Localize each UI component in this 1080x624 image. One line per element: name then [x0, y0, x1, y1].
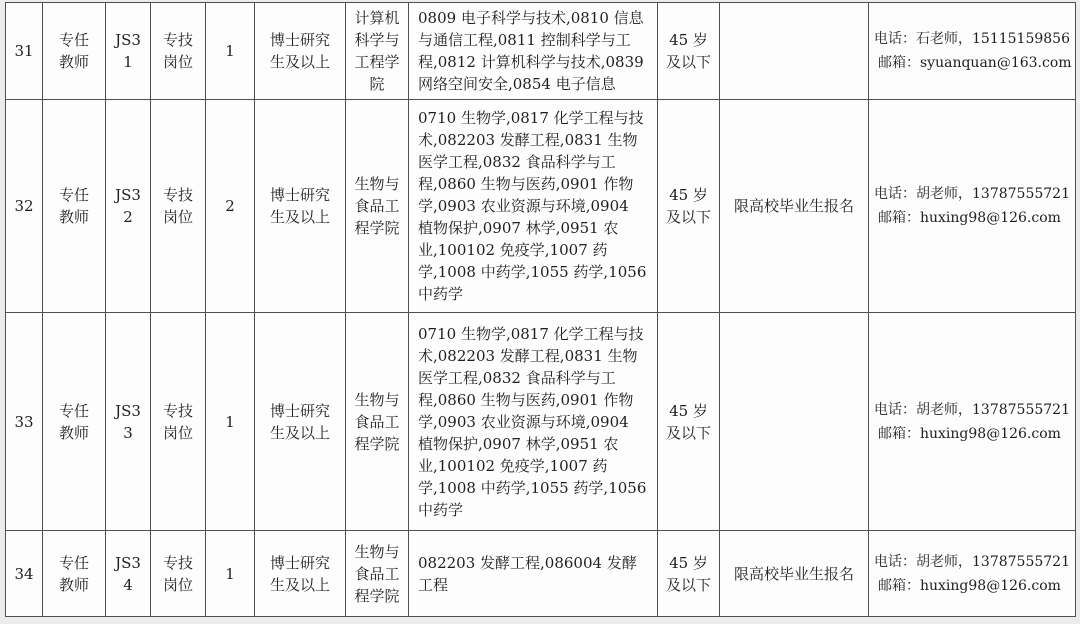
cell-college: 计算机科学与工程学院 — [346, 3, 409, 100]
contact-phone-line: 电话：胡老师，13787555721 — [874, 401, 1070, 418]
cell-headcount: 1 — [206, 531, 255, 617]
contact-email-line: 邮箱：huxing98@126.com — [878, 425, 1061, 442]
cell-education-requirement: 博士研究生及以上 — [255, 100, 346, 313]
table-row — [6, 100, 1076, 313]
table-row — [6, 531, 1076, 617]
cell-age-limit: 45 岁及以下 — [658, 313, 720, 531]
cell-note — [720, 3, 869, 100]
table-row — [6, 313, 1076, 531]
cell-contact — [869, 313, 1076, 531]
cell-majors: 0809 电子科学与技术,0810 信息与通信工程,0811 控制科学与工程,0812 计算机科学与技术,0839 网络空间安全,0854 电子信息 — [409, 3, 658, 100]
cell-position-title: 专任教师 — [43, 3, 106, 100]
cell-education-requirement: 博士研究生及以上 — [255, 313, 346, 531]
cell-row-number: 31 — [6, 3, 43, 100]
recruitment-table — [5, 2, 1076, 617]
cell-post-code: JS33 — [106, 313, 151, 531]
cell-majors: 0710 生物学,0817 化学工程与技术,082203 发酵工程,0831 生物医学工程,0832 食品科学与工程,0860 生物与医药,0901 作物学,0903 农业资源与环境,0904 植物保护,0907 林学,0951 农业,100102 免疫学,1007 药学,1008 中药学,1055 药学,1056 中药学 — [409, 100, 658, 313]
cell-education-requirement: 博士研究生及以上 — [255, 3, 346, 100]
contact-phone-line: 电话：胡老师，13787555721 — [874, 553, 1070, 570]
cell-age-limit: 45 岁及以下 — [658, 3, 720, 100]
table-row — [6, 3, 1076, 100]
cell-majors: 0710 生物学,0817 化学工程与技术,082203 发酵工程,0831 生物医学工程,0832 食品科学与工程,0860 生物与医药,0901 作物学,0903 农业资源与环境,0904 植物保护,0907 林学,0951 农业,100102 免疫学,1007 药学,1008 中药学,1055 药学,1056 中药学 — [409, 313, 658, 531]
cell-post-code: JS34 — [106, 531, 151, 617]
cell-headcount: 1 — [206, 3, 255, 100]
cell-post-category: 专技岗位 — [151, 531, 206, 617]
cell-college: 生物与食品工程学院 — [346, 531, 409, 617]
recruitment-table-page — [5, 2, 1076, 617]
cell-note: 限高校毕业生报名 — [720, 531, 869, 617]
cell-headcount: 1 — [206, 313, 255, 531]
cell-contact — [869, 531, 1076, 617]
cell-age-limit: 45 岁及以下 — [658, 100, 720, 313]
cell-position-title: 专任教师 — [43, 313, 106, 531]
cell-note — [720, 313, 869, 531]
cell-position-title: 专任教师 — [43, 531, 106, 617]
cell-college: 生物与食品工程学院 — [346, 100, 409, 313]
contact-phone-line: 电话：石老师，15115159856 — [874, 31, 1070, 47]
cell-position-title: 专任教师 — [43, 100, 106, 313]
cell-contact — [869, 3, 1076, 100]
cell-post-category: 专技岗位 — [151, 3, 206, 100]
cell-headcount: 2 — [206, 100, 255, 313]
cell-contact — [869, 100, 1076, 313]
cell-note: 限高校毕业生报名 — [720, 100, 869, 313]
cell-education-requirement: 博士研究生及以上 — [255, 531, 346, 617]
contact-email-line: 邮箱：huxing98@126.com — [878, 210, 1061, 226]
cell-majors: 082203 发酵工程,086004 发酵工程 — [409, 531, 658, 617]
cell-row-number: 33 — [6, 313, 43, 531]
cell-college: 生物与食品工程学院 — [346, 313, 409, 531]
cell-row-number: 34 — [6, 531, 43, 617]
cell-age-limit: 45 岁及以下 — [658, 531, 720, 617]
cell-post-code: JS32 — [106, 100, 151, 313]
cell-post-category: 专技岗位 — [151, 313, 206, 531]
cell-post-code: JS31 — [106, 3, 151, 100]
contact-phone-line: 电话：胡老师，13787555721 — [874, 186, 1070, 202]
contact-email-line: 邮箱：syuanquan@163.com — [878, 55, 1072, 71]
contact-email-line: 邮箱：huxing98@126.com — [878, 577, 1061, 594]
cell-row-number: 32 — [6, 100, 43, 313]
cell-post-category: 专技岗位 — [151, 100, 206, 313]
